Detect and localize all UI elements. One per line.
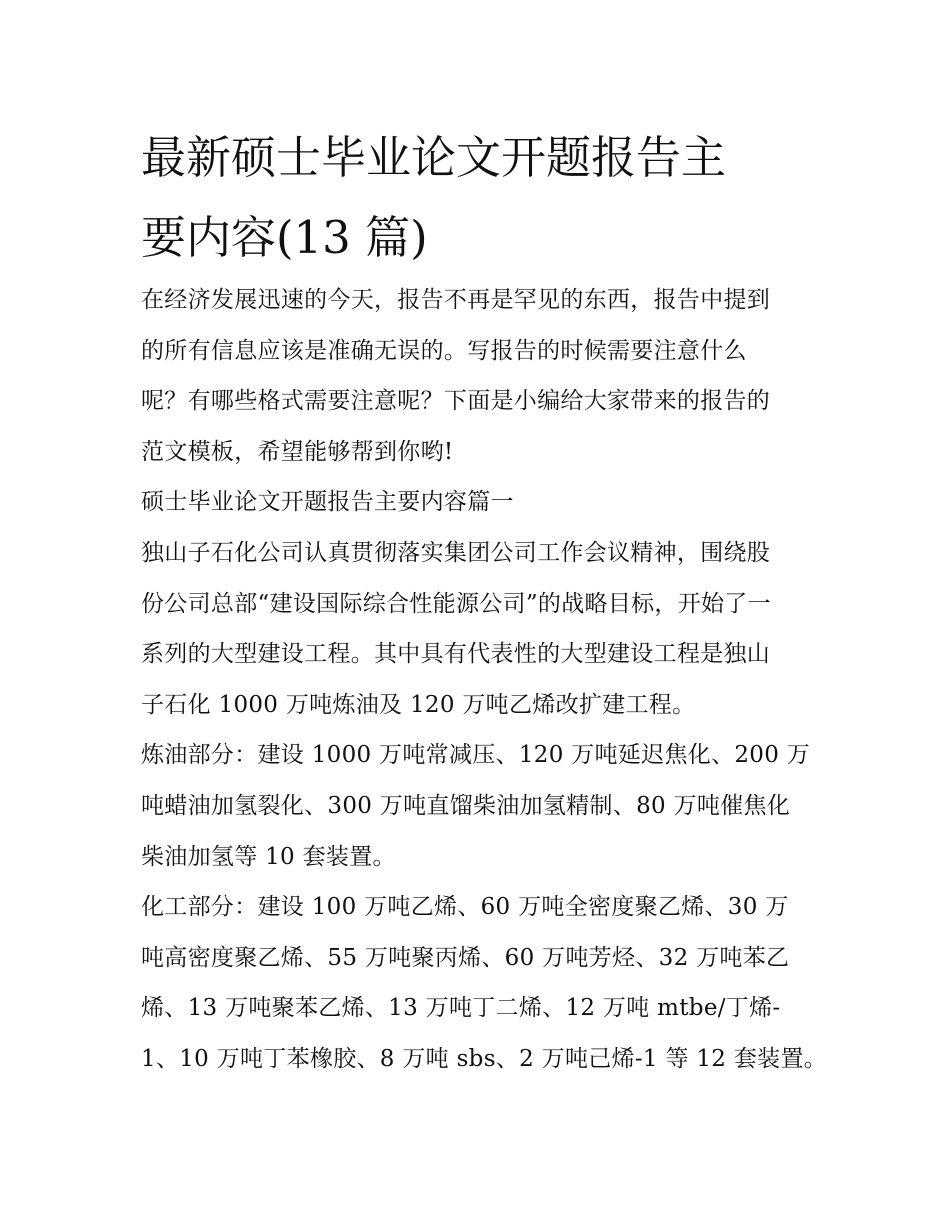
text-line: 独山子石化公司认真贯彻落实集团公司工作会议精神，围绕股 [141, 539, 771, 566]
text-line: 的所有信息应该是准确无误的。写报告的时候需要注意什么 [141, 337, 747, 364]
text-line: 份公司总部“建设国际综合性能源公司”的战略目标，开始了一 [141, 590, 771, 617]
text-line: 1、10 万吨丁苯橡胶、8 万吨 sbs、2 万吨己烯-1 等 12 套装置。 [141, 1045, 828, 1072]
text-line: 柴油加氢等 10 套装置。 [141, 843, 396, 870]
text-line: 吨高密度聚乙烯、55 万吨聚丙烯、60 万吨芳烃、32 万吨苯乙 [141, 944, 790, 971]
text-line: 炼油部分：建设 1000 万吨常减压、120 万吨延迟焦化、200 万 [141, 742, 811, 769]
text-line: 在经济发展迅速的今天，报告不再是罕见的东西，报告中提到 [141, 287, 771, 313]
intro-paragraph [141, 282, 821, 484]
paragraph [141, 535, 821, 737]
text-line: 呢？有哪些格式需要注意呢？下面是小编给大家带来的报告的 [141, 388, 771, 415]
text-line: 化工部分：建设 100 万吨乙烯、60 万吨全密度聚乙烯、30 万 [141, 894, 789, 921]
text-line: 系列的大型建设工程。其中具有代表性的大型建设工程是独山 [141, 641, 771, 668]
document-title [141, 118, 841, 278]
title-line: 要内容(13 篇) [141, 211, 428, 264]
text-line: 范文模板，希望能够帮到你哟! [141, 438, 454, 465]
title-line: 最新硕士毕业论文开题报告主 [141, 131, 727, 184]
document-body [141, 282, 828, 1092]
text-line: 子石化 1000 万吨炼油及 120 万吨乙烯改扩建工程。 [141, 691, 696, 718]
text-line: 吨蜡油加氢裂化、300 万吨直馏柴油加氢精制、80 万吨催焦化 [141, 792, 791, 819]
refining-paragraph [141, 737, 821, 889]
text-line: 硕士毕业论文开题报告主要内容篇一 [141, 489, 514, 516]
section-heading [141, 484, 821, 535]
chemical-paragraph [141, 889, 828, 1091]
text-line: 烯、13 万吨聚苯乙烯、13 万吨丁二烯、12 万吨 mtbe/丁烯- [141, 995, 781, 1022]
